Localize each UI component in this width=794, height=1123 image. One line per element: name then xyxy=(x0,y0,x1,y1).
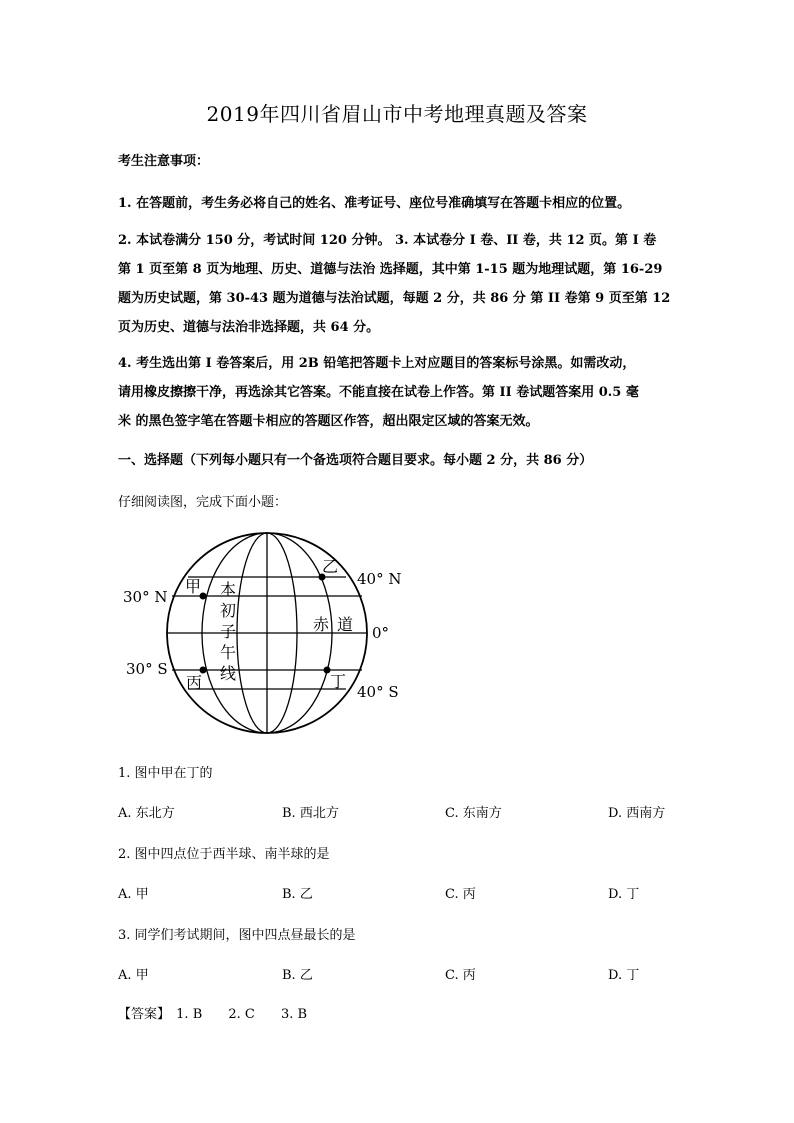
label-30n: 30° N xyxy=(123,588,168,606)
label-bing: 丙 xyxy=(186,673,203,692)
label-prime-meridian-char: 初 xyxy=(220,601,237,620)
question-2-option-a[interactable]: A. 甲 xyxy=(118,887,149,902)
answer-label: 【答案】 xyxy=(118,1007,171,1022)
question-3-option-d[interactable]: D. 丁 xyxy=(608,968,640,983)
label-30s: 30° S xyxy=(126,660,168,678)
answer-line xyxy=(118,1003,329,1022)
question-1-option-b[interactable]: B. 西北方 xyxy=(282,806,339,821)
question-1-option-a[interactable]: A. 东北方 xyxy=(118,806,175,821)
section-heading: 一、选择题（下列每小题只有一个备选项符合题目要求。每小题 2 分，共 86 分） xyxy=(118,453,593,468)
question-3-option-c[interactable]: C. 丙 xyxy=(445,968,476,983)
label-equator-char: 赤 xyxy=(313,615,330,634)
question-2-option-c[interactable]: C. 丙 xyxy=(445,887,476,902)
question-3-option-b[interactable]: B. 乙 xyxy=(282,968,313,983)
question-3-stem: 3. 同学们考试期间，图中四点昼最长的是 xyxy=(118,928,356,943)
answer-item: 3. B xyxy=(281,1007,308,1022)
label-yi: 乙 xyxy=(322,557,339,576)
question-1-option-c[interactable]: C. 东南方 xyxy=(445,806,502,821)
notice-2-line: 第 1 页至第 8 页为地理、历史、道德与法治 选择题，其中第 1-15 题为地理试题，第 16-29 xyxy=(118,262,663,277)
label-prime-meridian-char: 午 xyxy=(220,643,237,662)
question-3-option-a[interactable]: A. 甲 xyxy=(118,968,149,983)
notice-header: 考生注意事项： xyxy=(118,154,210,169)
notice-1: 1. 在答题前，考生务必将自己的姓名、准考证号、座位号准确填写在答题卡相应的位置。 xyxy=(118,196,631,211)
notice-4-line: 米 的黑色签字笔在答题卡相应的答题区作答，超出限定区域的答案无效。 xyxy=(118,414,539,429)
question-2-option-b[interactable]: B. 乙 xyxy=(282,887,313,902)
answer-item: 2. C xyxy=(228,1007,255,1022)
notice-4-line: 请用橡皮擦擦干净，再选涂其它答案。不能直接在试卷上作答。第 II 卷试题答案用 0.5 毫 xyxy=(118,385,639,400)
notice-2-line: 页为历史、道德与法治非选择题，共 64 分。 xyxy=(118,320,380,335)
notice-2-line: 题为历史试题，第 30-43 题为道德与法治试题，每题 2 分，共 86 分 第 II 卷第 9 页至第 12 xyxy=(118,291,671,306)
question-1-stem: 1. 图中甲在丁的 xyxy=(118,766,213,781)
label-ding: 丁 xyxy=(330,672,347,691)
label-prime-meridian-char: 本 xyxy=(220,580,237,599)
notice-2-line: 2. 本试卷满分 150 分，考试时间 120 分钟。 3. 本试卷分 I 卷、II 卷，共 12 页。第 I 卷 xyxy=(118,233,657,248)
label-40s: 40° S xyxy=(357,683,399,701)
label-jia: 甲 xyxy=(185,577,202,596)
question-1-option-d[interactable]: D. 西南方 xyxy=(608,806,666,821)
instruction-text: 仔细阅读图，完成下面小题： xyxy=(118,495,288,510)
label-equator-char: 道 xyxy=(337,615,354,634)
notice-2 xyxy=(118,226,678,342)
question-2-stem: 2. 图中四点位于西半球、南半球的是 xyxy=(118,847,330,862)
answer-item: 1. B xyxy=(176,1007,203,1022)
label-40n: 40° N xyxy=(357,570,402,588)
page-title: 2019年四川省眉山市中考地理真题及答案 xyxy=(206,102,588,126)
label-prime-meridian-char: 子 xyxy=(220,622,237,641)
notice-4-line: 4. 考生选出第 I 卷答案后，用 2B 铅笔把答题卡上对应题目的答案标号涂黑。如需改动， xyxy=(118,356,636,371)
label-equator-degree: 0° xyxy=(372,624,390,642)
notice-4 xyxy=(118,349,678,436)
globe-figure xyxy=(110,520,410,745)
question-2-option-d[interactable]: D. 丁 xyxy=(608,887,640,902)
label-prime-meridian-char: 线 xyxy=(220,664,237,683)
